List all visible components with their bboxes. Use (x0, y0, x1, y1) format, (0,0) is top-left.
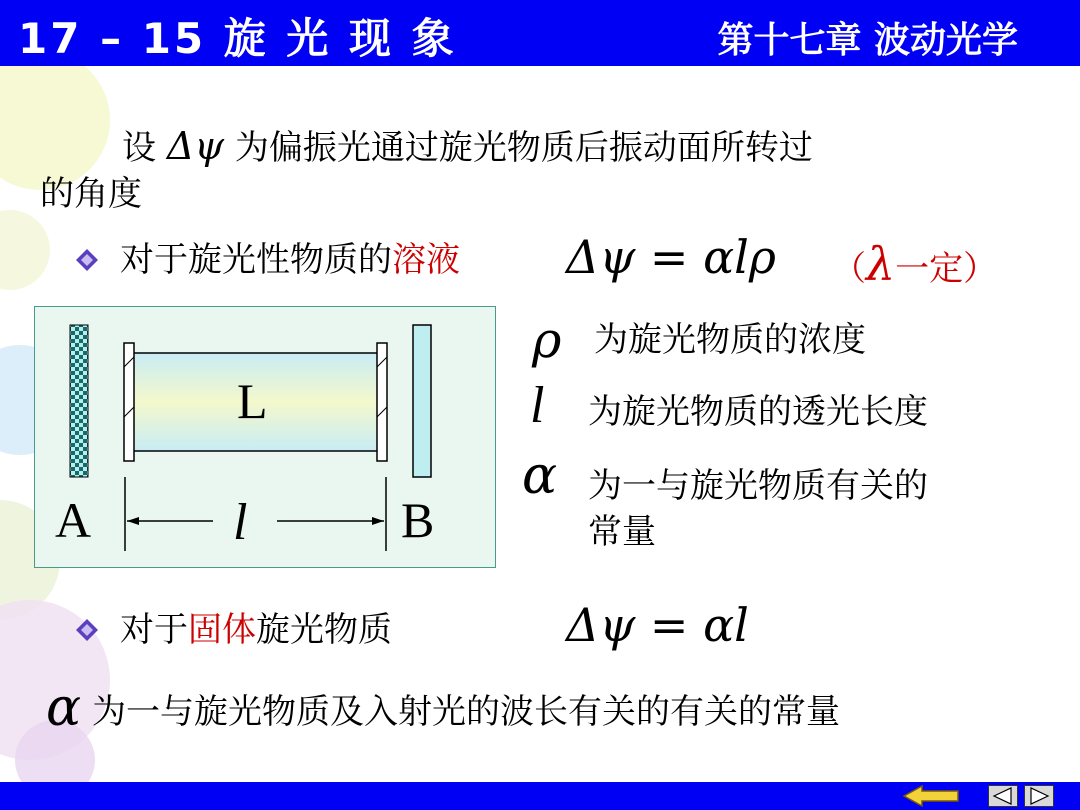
intro-line-1 (122, 126, 813, 168)
intro-text-2: 的角度 (40, 174, 142, 214)
length-label: l (233, 494, 248, 551)
def-rho-text: 为旋光物质的浓度 (594, 320, 866, 360)
back-arrow-icon[interactable] (902, 784, 960, 808)
polarizer-label: A (55, 492, 92, 548)
def-alpha-text-2: 常量 (588, 512, 656, 552)
solid-line (120, 610, 392, 650)
def-rho-symbol: ρ (532, 311, 562, 369)
def-alpha-symbol: α (522, 446, 558, 506)
note-symbol: λ (866, 237, 896, 291)
slide-title: 17 – 15 旋 光 现 象 (18, 14, 457, 63)
analyzer-b (413, 325, 431, 477)
conclusion-symbol: α (46, 678, 82, 738)
conclusion-text: 为一与旋光物质及入射光的波长有关的有关的常量 (92, 692, 840, 732)
polarimeter-diagram (35, 307, 495, 567)
def-l-text: 为旋光物质的透光长度 (588, 392, 928, 432)
note-text: 一定 (895, 249, 964, 289)
def-alpha-text: 为一与旋光物质有关的 (588, 466, 928, 506)
solution-line (120, 240, 460, 280)
next-triangle-icon[interactable] (1024, 785, 1054, 807)
solid-highlight: 固体 (188, 610, 256, 650)
tube-label: L (237, 373, 268, 429)
diamond-bullet-icon (76, 249, 98, 271)
solid-label-before: 对于 (120, 610, 188, 650)
tube-right-cap (377, 343, 387, 461)
intro-symbol: Δψ (166, 124, 225, 168)
def-l-symbol: l (530, 377, 545, 434)
solid-label-after: 旋光物质 (256, 610, 392, 650)
analyzer-label: B (401, 492, 435, 548)
solution-label: 对于旋光性物质的 (120, 240, 392, 280)
tube-left-cap (124, 343, 134, 461)
polarizer-a (70, 325, 88, 477)
note-open: （ (832, 249, 866, 289)
intro-prefix: 设 (122, 128, 156, 168)
solid-formula: Δψ = αl (566, 598, 749, 652)
intro-text-1: 为偏振光通过旋光物质后振动面所转过 (234, 128, 813, 168)
polarimeter-figure (34, 306, 496, 568)
chapter-title: 第十七章 波动光学 (717, 20, 1018, 61)
solution-note (832, 237, 998, 291)
header-bar (0, 0, 1080, 66)
prev-triangle-icon[interactable] (988, 785, 1018, 807)
solution-formula: Δψ = αlρ (566, 230, 776, 284)
solution-highlight: 溶液 (392, 240, 460, 280)
diamond-bullet-icon (76, 619, 98, 641)
note-close: ） (963, 249, 998, 289)
